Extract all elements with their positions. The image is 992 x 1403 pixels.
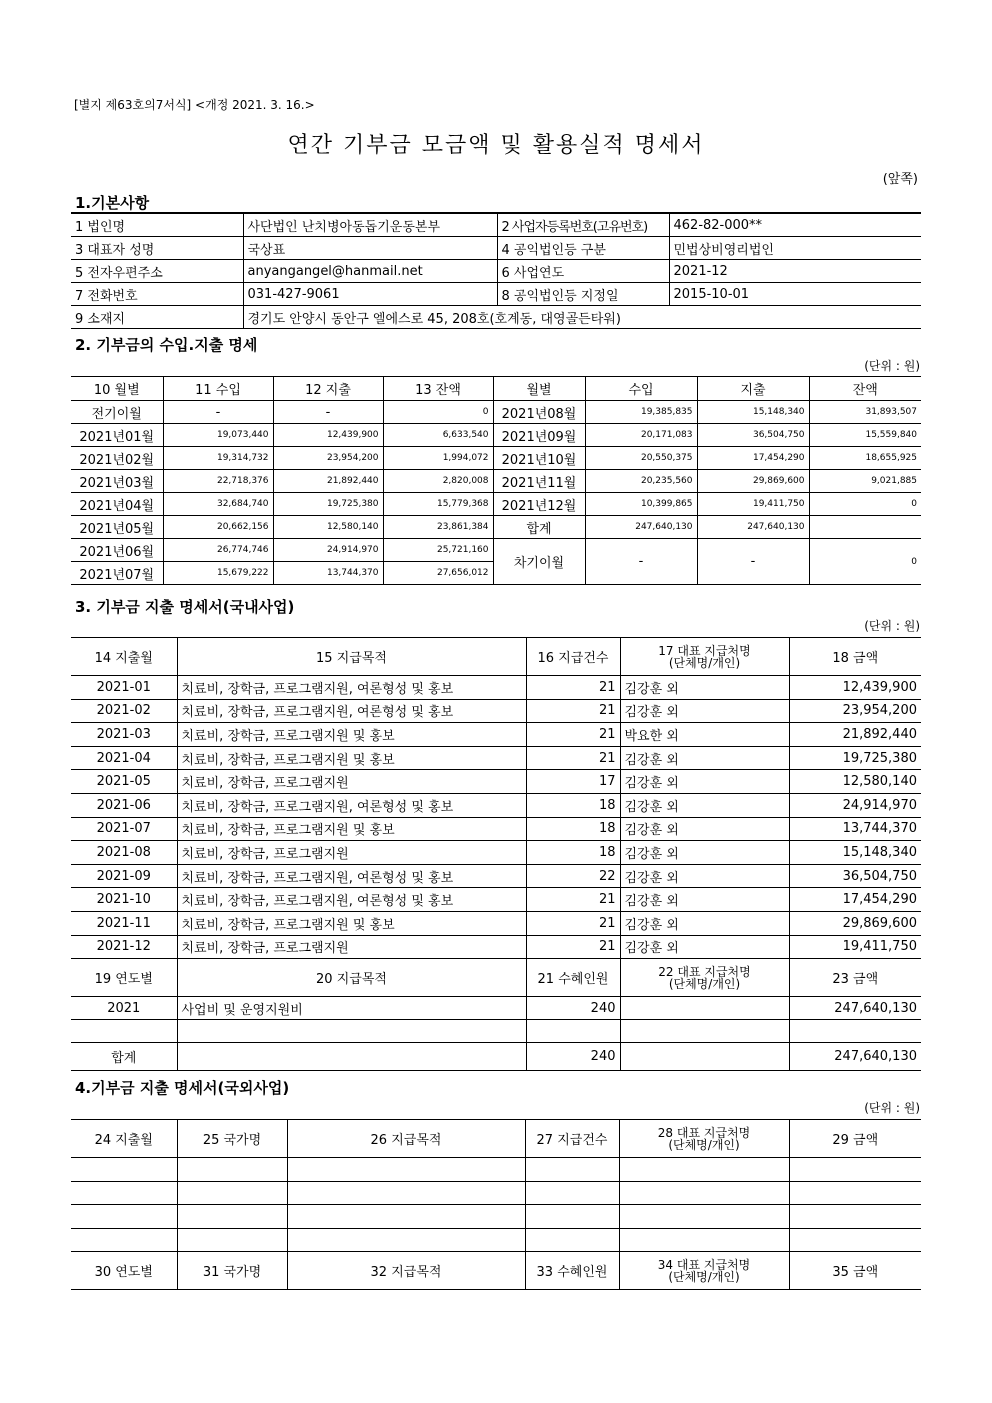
income-cell: 15,679,222 — [163, 562, 273, 585]
expense-cell: 13,744,370 — [273, 562, 383, 585]
month-cell: 2021년05월 — [71, 516, 163, 539]
basic-info-table — [71, 212, 921, 329]
table-header-row — [71, 638, 921, 676]
count-cell: 240 — [526, 1043, 620, 1071]
payee-cell: 김강훈 외 — [620, 793, 789, 817]
balance-cell: 25,721,160 — [383, 539, 493, 562]
balance-cell: 18,655,925 — [809, 447, 921, 470]
total-row — [71, 1043, 921, 1071]
expense-cell: 19,411,750 — [697, 493, 809, 516]
section3-title: 3. 기부금 지출 명세서(국내사업) — [75, 598, 295, 616]
header-subline: (단체명/개인) — [668, 1269, 740, 1284]
expense-cell: - — [697, 539, 809, 585]
empty-cell — [177, 1205, 287, 1229]
payee-cell: 김강훈 외 — [620, 841, 789, 865]
count-cell: 21 — [526, 888, 620, 912]
payee-cell: 김강훈 외 — [620, 864, 789, 888]
column-header: 27 지급건수 — [525, 1120, 619, 1158]
empty-cell — [177, 1043, 526, 1071]
field-label: 5 전자우편주소 — [71, 260, 243, 283]
header-line: 28 대표 지급처명 — [657, 1125, 751, 1140]
monthly-row — [71, 424, 921, 447]
expense-row — [71, 770, 921, 794]
amount-cell: 247,640,130 — [789, 1043, 921, 1071]
amount-cell: 17,454,290 — [789, 888, 921, 912]
payee-cell: 김강훈 외 — [620, 817, 789, 841]
count-cell: 18 — [526, 793, 620, 817]
column-header — [620, 959, 789, 997]
expense-row — [71, 841, 921, 865]
header-subline: (단체명/개인) — [668, 655, 741, 670]
column-header: 18 금액 — [789, 638, 921, 676]
income-cell: - — [585, 539, 697, 585]
income-cell: 19,314,732 — [163, 447, 273, 470]
expense-cell: 29,869,600 — [697, 470, 809, 493]
income-cell: 20,550,375 — [585, 447, 697, 470]
income-cell: 10,399,865 — [585, 493, 697, 516]
purpose-cell: 치료비, 장학금, 프로그램지원 — [177, 841, 526, 865]
empty-row — [71, 1228, 921, 1252]
month-cell: 2021-12 — [71, 935, 177, 959]
expense-row — [71, 699, 921, 723]
purpose-cell: 치료비, 장학금, 프로그램지원, 여론형성 및 홍보 — [177, 864, 526, 888]
balance-cell: 0 — [809, 539, 921, 585]
monthly-row — [71, 401, 921, 424]
count-cell: 21 — [526, 723, 620, 747]
expense-cell: 23,954,200 — [273, 447, 383, 470]
amount-cell: 21,892,440 — [789, 723, 921, 747]
monthly-row — [71, 470, 921, 493]
header-subline: (단체명/개인) — [668, 976, 741, 991]
balance-cell: 2,820,008 — [383, 470, 493, 493]
count-cell: 21 — [526, 935, 620, 959]
expense-cell: 21,892,440 — [273, 470, 383, 493]
purpose-cell: 치료비, 장학금, 프로그램지원 — [177, 935, 526, 959]
balance-cell: 0 — [383, 401, 493, 424]
column-header: 13 잔액 — [383, 377, 493, 401]
unit-label: (단위 : 원) — [864, 359, 920, 373]
column-header: 월별 — [493, 377, 585, 401]
expense-cell: - — [273, 401, 383, 424]
month-cell: 2021-07 — [71, 817, 177, 841]
expense-cell: 36,504,750 — [697, 424, 809, 447]
field-label: 9 소재지 — [71, 306, 243, 329]
field-label: 3 대표자 성명 — [71, 237, 243, 260]
section2-title: 2. 기부금의 수입.지출 명세 — [75, 336, 258, 354]
column-header: 19 연도별 — [71, 959, 177, 997]
purpose-cell: 치료비, 장학금, 프로그램지원, 여론형성 및 홍보 — [177, 888, 526, 912]
column-header: 32 지급목적 — [287, 1252, 525, 1290]
month-cell: 2021년03월 — [71, 470, 163, 493]
empty-cell — [620, 1020, 789, 1043]
month-cell: 2021-10 — [71, 888, 177, 912]
monthly-row — [71, 447, 921, 470]
purpose-cell: 치료비, 장학금, 프로그램지원, 여론형성 및 홍보 — [177, 676, 526, 700]
basic-info-row — [71, 306, 921, 329]
empty-cell — [177, 1020, 526, 1043]
empty-cell — [789, 1205, 921, 1229]
empty-cell — [287, 1228, 525, 1252]
domestic-expense-table — [71, 637, 921, 1071]
header-subline: (단체명/개인) — [668, 1137, 740, 1152]
column-header: 12 지출 — [273, 377, 383, 401]
column-header: 23 금액 — [789, 959, 921, 997]
empty-cell — [71, 1181, 177, 1205]
column-header: 29 금액 — [789, 1120, 921, 1158]
payee-cell: 김강훈 외 — [620, 676, 789, 700]
table-header-row — [71, 1120, 921, 1158]
amount-cell: 247,640,130 — [789, 997, 921, 1020]
column-header — [620, 638, 789, 676]
column-header — [619, 1252, 789, 1290]
section1-title: 1.기본사항 — [75, 194, 150, 212]
empty-cell — [620, 1043, 789, 1071]
section4-title: 4.기부금 지출 명세서(국외사업) — [75, 1079, 290, 1097]
empty-cell — [789, 1020, 921, 1043]
payee-cell: 김강훈 외 — [620, 770, 789, 794]
field-value: 462-82-000** — [669, 213, 921, 237]
expense-row — [71, 888, 921, 912]
year-cell: 2021 — [71, 997, 177, 1020]
empty-cell — [71, 1020, 177, 1043]
field-value: anyangangel@hanmail.net — [243, 260, 497, 283]
month-cell: 2021-06 — [71, 793, 177, 817]
unit-label: (단위 : 원) — [864, 1101, 920, 1115]
empty-cell — [619, 1158, 789, 1182]
expense-cell: 24,914,970 — [273, 539, 383, 562]
count-cell: 18 — [526, 841, 620, 865]
income-cell: 247,640,130 — [585, 516, 697, 539]
field-value: 사단법인 난치병아동돕기운동본부 — [243, 213, 497, 237]
column-header: 15 지급목적 — [177, 638, 526, 676]
empty-cell — [789, 1158, 921, 1182]
purpose-cell: 치료비, 장학금, 프로그램지원, 여론형성 및 홍보 — [177, 699, 526, 723]
month-cell: 2021-05 — [71, 770, 177, 794]
field-label: 2 사업자등록번호(고유번호) — [497, 213, 669, 237]
month-cell: 2021년12월 — [493, 493, 585, 516]
empty-row — [71, 1020, 921, 1043]
month-cell: 2021년07월 — [71, 562, 163, 585]
unit-label: (단위 : 원) — [864, 619, 920, 633]
income-cell: 20,171,083 — [585, 424, 697, 447]
purpose-cell: 치료비, 장학금, 프로그램지원 및 홍보 — [177, 723, 526, 747]
empty-cell — [525, 1158, 619, 1182]
balance-cell: 15,559,840 — [809, 424, 921, 447]
purpose-cell: 치료비, 장학금, 프로그램지원 — [177, 770, 526, 794]
expense-cell: 17,454,290 — [697, 447, 809, 470]
amount-cell: 12,439,900 — [789, 676, 921, 700]
empty-cell — [619, 1228, 789, 1252]
expense-row — [71, 911, 921, 935]
column-header: 35 금액 — [789, 1252, 921, 1290]
balance-cell: 23,861,384 — [383, 516, 493, 539]
count-cell: 17 — [526, 770, 620, 794]
empty-cell — [71, 1205, 177, 1229]
month-cell: 2021-03 — [71, 723, 177, 747]
expense-cell: 19,725,380 — [273, 493, 383, 516]
empty-cell — [287, 1158, 525, 1182]
amount-cell: 19,411,750 — [789, 935, 921, 959]
carry-forward-label: 차기이월 — [493, 539, 585, 585]
purpose-cell: 치료비, 장학금, 프로그램지원 및 홍보 — [177, 746, 526, 770]
empty-cell — [71, 1228, 177, 1252]
empty-cell — [287, 1181, 525, 1205]
income-cell: 32,684,740 — [163, 493, 273, 516]
payee-cell: 박요한 외 — [620, 723, 789, 747]
empty-row — [71, 1181, 921, 1205]
table-header-row — [71, 1252, 921, 1290]
year-row — [71, 997, 921, 1020]
empty-cell — [789, 1181, 921, 1205]
header-line: 17 대표 지급처명 — [658, 643, 751, 658]
column-header: 16 지급건수 — [526, 638, 620, 676]
empty-cell — [525, 1205, 619, 1229]
basic-info-row — [71, 237, 921, 260]
form-number-note: [별지 제63호의7서식] <개정 2021. 3. 16.> — [74, 98, 315, 112]
payee-cell: 김강훈 외 — [620, 746, 789, 770]
expense-cell: 12,439,900 — [273, 424, 383, 447]
column-header: 지출 — [697, 377, 809, 401]
balance-cell: 31,893,507 — [809, 401, 921, 424]
balance-cell — [809, 516, 921, 539]
amount-cell: 13,744,370 — [789, 817, 921, 841]
column-header: 31 국가명 — [177, 1252, 287, 1290]
basic-info-row — [71, 283, 921, 306]
address-value: 경기도 안양시 동안구 엘에스로 45, 208호(호계동, 대영골든타워) — [243, 306, 921, 329]
income-cell: - — [163, 401, 273, 424]
count-cell: 240 — [526, 997, 620, 1020]
column-header: 14 지출월 — [71, 638, 177, 676]
column-header: 수입 — [585, 377, 697, 401]
count-cell: 21 — [526, 746, 620, 770]
empty-cell — [525, 1228, 619, 1252]
income-cell: 20,235,560 — [585, 470, 697, 493]
field-label: 4 공익법인등 구분 — [497, 237, 669, 260]
purpose-cell: 치료비, 장학금, 프로그램지원 및 홍보 — [177, 911, 526, 935]
income-cell: 22,718,376 — [163, 470, 273, 493]
month-cell: 2021-09 — [71, 864, 177, 888]
empty-cell — [789, 1228, 921, 1252]
month-cell: 2021-02 — [71, 699, 177, 723]
column-header: 20 지급목적 — [177, 959, 526, 997]
count-cell: 18 — [526, 817, 620, 841]
month-cell: 2021년10월 — [493, 447, 585, 470]
column-header: 잔액 — [809, 377, 921, 401]
month-cell: 2021년02월 — [71, 447, 163, 470]
header-line: 22 대표 지급처명 — [658, 964, 751, 979]
expense-cell: 247,640,130 — [697, 516, 809, 539]
field-value: 민법상비영리법인 — [669, 237, 921, 260]
payee-cell: 김강훈 외 — [620, 935, 789, 959]
field-label: 7 전화번호 — [71, 283, 243, 306]
empty-cell — [177, 1181, 287, 1205]
amount-cell: 29,869,600 — [789, 911, 921, 935]
count-cell: 21 — [526, 676, 620, 700]
column-header — [619, 1120, 789, 1158]
field-value: 031-427-9061 — [243, 283, 497, 306]
empty-cell — [71, 1158, 177, 1182]
field-label: 6 사업연도 — [497, 260, 669, 283]
income-cell: 19,385,835 — [585, 401, 697, 424]
column-header: 30 연도별 — [71, 1252, 177, 1290]
empty-cell — [525, 1181, 619, 1205]
month-cell: 2021년06월 — [71, 539, 163, 562]
field-value: 2015-10-01 — [669, 283, 921, 306]
column-header: 26 지급목적 — [287, 1120, 525, 1158]
expense-cell: 15,148,340 — [697, 401, 809, 424]
field-label: 8 공익법인등 지정일 — [497, 283, 669, 306]
front-page-note: (앞쪽) — [882, 172, 918, 187]
month-cell: 2021년11월 — [493, 470, 585, 493]
expense-cell: 12,580,140 — [273, 516, 383, 539]
expense-row — [71, 793, 921, 817]
empty-cell — [526, 1020, 620, 1043]
payee-cell: 김강훈 외 — [620, 699, 789, 723]
month-cell: 2021-01 — [71, 676, 177, 700]
income-expense-table — [71, 376, 921, 585]
expense-row — [71, 864, 921, 888]
month-cell: 2021-11 — [71, 911, 177, 935]
overseas-expense-table — [71, 1119, 921, 1290]
column-header: 33 수혜인원 — [525, 1252, 619, 1290]
column-header: 11 수입 — [163, 377, 273, 401]
month-cell: 2021년09월 — [493, 424, 585, 447]
expense-row — [71, 723, 921, 747]
empty-cell — [619, 1181, 789, 1205]
income-cell: 19,073,440 — [163, 424, 273, 447]
expense-row — [71, 935, 921, 959]
purpose-cell: 치료비, 장학금, 프로그램지원 및 홍보 — [177, 817, 526, 841]
amount-cell: 15,148,340 — [789, 841, 921, 865]
monthly-row — [71, 493, 921, 516]
amount-cell: 12,580,140 — [789, 770, 921, 794]
column-header: 21 수혜인원 — [526, 959, 620, 997]
balance-cell: 0 — [809, 493, 921, 516]
amount-cell: 24,914,970 — [789, 793, 921, 817]
field-value: 2021-12 — [669, 260, 921, 283]
purpose-cell: 치료비, 장학금, 프로그램지원, 여론형성 및 홍보 — [177, 793, 526, 817]
count-cell: 22 — [526, 864, 620, 888]
payee-cell: 김강훈 외 — [620, 888, 789, 912]
month-cell: 2021년01월 — [71, 424, 163, 447]
column-header: 24 지출월 — [71, 1120, 177, 1158]
expense-row — [71, 817, 921, 841]
empty-row — [71, 1158, 921, 1182]
count-cell: 21 — [526, 911, 620, 935]
income-cell: 20,662,156 — [163, 516, 273, 539]
purpose-cell: 사업비 및 운영지원비 — [177, 997, 526, 1020]
income-cell: 26,774,746 — [163, 539, 273, 562]
balance-cell: 15,779,368 — [383, 493, 493, 516]
amount-cell: 36,504,750 — [789, 864, 921, 888]
balance-cell: 9,021,885 — [809, 470, 921, 493]
month-cell: 전기이월 — [71, 401, 163, 424]
month-cell: 합계 — [493, 516, 585, 539]
field-value: 국상표 — [243, 237, 497, 260]
month-cell: 2021년04월 — [71, 493, 163, 516]
column-header: 25 국가명 — [177, 1120, 287, 1158]
balance-cell: 27,656,012 — [383, 562, 493, 585]
month-cell: 2021년08월 — [493, 401, 585, 424]
document-title: 연간 기부금 모금액 및 활용실적 명세서 — [287, 133, 705, 158]
count-cell: 21 — [526, 699, 620, 723]
total-label: 합계 — [71, 1043, 177, 1071]
empty-cell — [619, 1205, 789, 1229]
payee-cell — [620, 997, 789, 1020]
empty-cell — [287, 1205, 525, 1229]
header-line: 34 대표 지급처명 — [657, 1257, 751, 1272]
balance-cell: 1,994,072 — [383, 447, 493, 470]
empty-cell — [177, 1158, 287, 1182]
balance-cell: 6,633,540 — [383, 424, 493, 447]
monthly-row — [71, 516, 921, 539]
month-cell: 2021-04 — [71, 746, 177, 770]
table-header-row — [71, 377, 921, 401]
field-label: 1 법인명 — [71, 213, 243, 237]
amount-cell: 19,725,380 — [789, 746, 921, 770]
expense-row — [71, 746, 921, 770]
monthly-row — [71, 539, 921, 562]
empty-cell — [177, 1228, 287, 1252]
expense-row — [71, 676, 921, 700]
table-header-row — [71, 959, 921, 997]
column-header: 10 월별 — [71, 377, 163, 401]
amount-cell: 23,954,200 — [789, 699, 921, 723]
month-cell: 2021-08 — [71, 841, 177, 865]
basic-info-row — [71, 213, 921, 237]
basic-info-row — [71, 260, 921, 283]
empty-row — [71, 1205, 921, 1229]
payee-cell: 김강훈 외 — [620, 911, 789, 935]
